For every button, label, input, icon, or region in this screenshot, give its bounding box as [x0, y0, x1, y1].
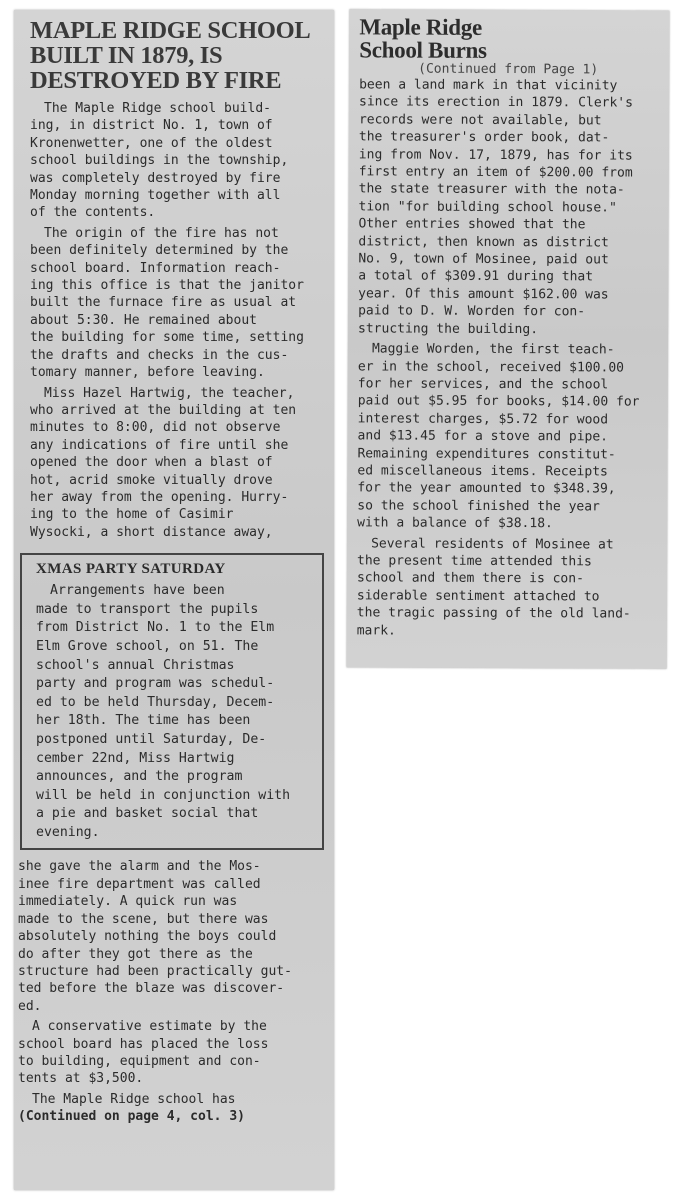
headline-line: MAPLE RIDGE SCHOOL [30, 17, 311, 44]
text-line: since its erection in 1879. Clerk's [358, 94, 633, 111]
text-line: er in the school, received $100.00 [357, 358, 625, 376]
text-line: first entry an item of $200.00 from [358, 164, 633, 181]
text-line: been a land mark in that vicinity [359, 77, 618, 94]
text-line: do after they got there as the [18, 946, 253, 962]
text-line: party and program was schedul- [36, 676, 275, 692]
text-line: Wysocki, a short distance away, [30, 524, 273, 540]
text-line: ed. [18, 998, 42, 1014]
text-line: hot, acrid smoke vitually drove [30, 472, 273, 488]
text-line: so the school finished the year [357, 498, 600, 515]
text-line: structing the building. [358, 321, 539, 337]
text-line: made to transport the pupils [36, 601, 259, 617]
text-line: ing from Nov. 17, 1879, has for its [358, 146, 633, 164]
headline [30, 18, 322, 93]
paragraph [357, 340, 656, 533]
text-line: Several residents of Mosinee at [371, 535, 614, 553]
text-line: Remaining expenditures constitut- [357, 445, 616, 463]
text-line: Other entries showed that the [358, 216, 586, 233]
text-line: records were not available, but [358, 112, 602, 129]
text-line: paid out $5.95 for books, $14.00 for [357, 393, 640, 410]
text-line: cember 22nd, Miss Hartwig [36, 750, 235, 766]
headline-line: BUILT IN 1879, IS [30, 42, 223, 69]
text-line: the state treasurer with the nota- [358, 181, 625, 198]
article-body [30, 100, 322, 541]
text-line: school board. Information reach- [30, 260, 281, 276]
text-line: been definitely determined by the [30, 243, 289, 259]
text-line: tion "for building school house." [358, 199, 617, 216]
text-line: the building for some time, setting [30, 330, 304, 346]
headline-line: School Burns [359, 37, 487, 63]
text-line: ed miscellaneous items. Receipts [357, 463, 608, 480]
text-line: siderable sentiment attached to [356, 588, 600, 605]
text-line: for her services, and the school [357, 376, 609, 393]
text-line: of the contents. [30, 205, 156, 221]
paragraph [358, 76, 657, 338]
text-line: with a balance of $38.18. [357, 515, 553, 532]
text-line: year. Of this amount $162.00 was [358, 286, 609, 303]
text-line: immediately. A quick run was [18, 894, 238, 910]
continued-on-note: (Continued on page 4, col. 3) [18, 1109, 245, 1125]
text-line: paid to D. W. Worden for con- [358, 303, 586, 320]
text-line: Kronenwetter, one of the oldest [30, 135, 273, 151]
paragraph [18, 1018, 322, 1088]
paragraph [18, 1091, 322, 1126]
text-line: postponed until Saturday, De- [36, 731, 267, 747]
text-line: school and them there is con- [356, 570, 584, 587]
text-line: The Maple Ridge school build- [44, 101, 271, 116]
text-line: school's annual Christmas [36, 657, 235, 673]
text-line: structure had been practically gut- [18, 963, 292, 979]
text-line: mark. [356, 622, 396, 639]
text-line: A conservative estimate by the [32, 1019, 267, 1035]
text-line: Miss Hazel Hartwig, the teacher, [44, 385, 295, 401]
text-line: evening. [36, 824, 100, 840]
text-line: absolutely nothing the boys could [18, 929, 277, 945]
text-line: she gave the alarm and the Mos- [18, 859, 261, 875]
text-line: The Maple Ridge school has [32, 1091, 236, 1107]
text-line: inee fire department was called [18, 876, 261, 892]
text-line: a pie and basket social that [36, 806, 259, 822]
text-line: made to the scene, but there was [18, 911, 269, 927]
text-line: her away from the opening. Hurry- [30, 489, 289, 505]
text-line: any indications of fire until she [30, 437, 289, 453]
continued-from-note: (Continued from Page 1) [418, 61, 599, 78]
text-line: built the furnace fire as usual at [30, 295, 297, 311]
text-line: will be held in conjunction with [36, 787, 291, 803]
text-line: the drafts and checks in the cus- [30, 347, 289, 363]
text-line: interest charges, $5.72 for wood [357, 411, 609, 428]
text-line: No. 9, town of Mosinee, paid out [358, 251, 609, 268]
text-line: her 18th. The time has been [36, 713, 251, 729]
paragraph [30, 225, 322, 382]
text-line: school buildings in the township, [30, 153, 289, 169]
text-line: the treasurer's order book, dat- [358, 129, 610, 146]
text-line: tomary manner, before leaving. [30, 365, 265, 381]
xmas-party-box [20, 553, 324, 850]
text-line: Monday morning together with all [30, 188, 281, 204]
text-line: and $13.45 for a stove and pipe. [357, 428, 609, 445]
text-line: ing this office is that the janitor [30, 278, 304, 294]
text-line: was completely destroyed by fire [30, 170, 281, 186]
text-line: ed to be held Thursday, Decem- [36, 694, 275, 710]
text-line: school board has placed the loss [18, 1036, 269, 1052]
text-line: Arrangements have been [50, 583, 225, 599]
clipping-right [347, 9, 670, 668]
paragraph [30, 100, 322, 222]
headline-line: DESTROYED BY FIRE [30, 67, 282, 94]
text-line: the present time attended this [356, 553, 592, 570]
text-line: about 5:30. He remained about [30, 312, 257, 328]
headline-line: Maple Ridge [359, 14, 482, 40]
text-line: tents at $3,500. [18, 1071, 144, 1087]
paragraph [30, 385, 322, 542]
paragraph [18, 858, 322, 1015]
text-line: opened the door when a blast of [30, 455, 273, 471]
box-title: XMAS PARTY SATURDAY [36, 561, 226, 578]
text-line: who arrived at the building at ten [30, 402, 297, 418]
text-line: ted before the blaze was discover- [18, 981, 285, 997]
text-line: Maggie Worden, the first teach- [371, 341, 615, 358]
clipping-left [14, 10, 334, 1190]
text-line: a total of $309.91 during that [358, 268, 594, 285]
headline [359, 15, 657, 62]
text-line: Elm Grove school, on 51. The [36, 638, 259, 654]
article-body [357, 61, 658, 640]
text-line: announces, and the program [36, 769, 243, 785]
text-line: the tragic passing of the old land- [356, 605, 631, 622]
text-line: ing, in district No. 1, town of [30, 118, 273, 134]
text-line: district, then known as district [358, 234, 609, 251]
text-line: The origin of the fire has not [44, 225, 279, 241]
article-body-continued [18, 858, 322, 1125]
box-body [36, 582, 314, 842]
text-line: for the year amounted to $348.39, [357, 480, 616, 497]
text-line: minutes to 8:00, did not observe [30, 420, 281, 436]
text-line: ing to the home of Casimir [30, 507, 234, 523]
text-line: to building, equipment and con- [18, 1053, 261, 1069]
text-line: from District No. 1 to the Elm [36, 620, 275, 636]
paragraph [357, 535, 655, 641]
